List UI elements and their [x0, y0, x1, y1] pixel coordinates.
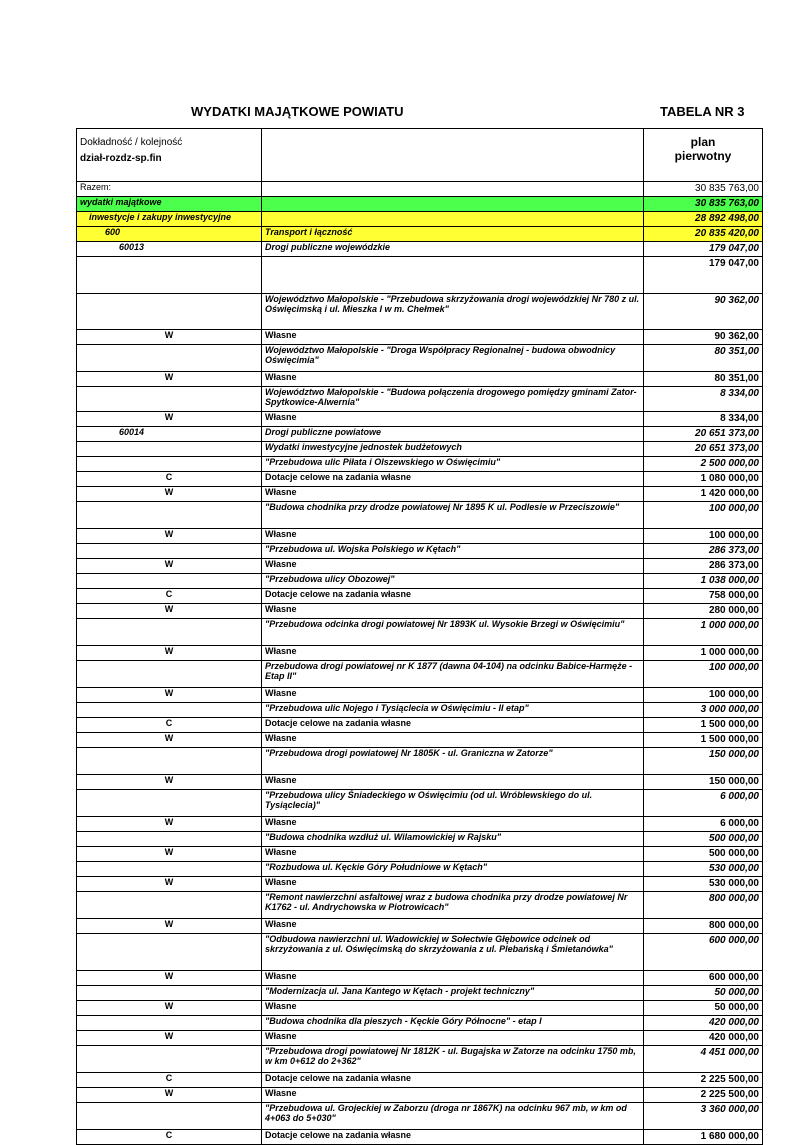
table-row [77, 703, 763, 718]
table-row [77, 559, 763, 574]
expenditure-table [76, 128, 763, 1145]
table-row [77, 862, 763, 877]
description-cell: Wydatki inwestycyjne jednostek budżetowych [262, 442, 644, 457]
amount-cell: 8 334,00 [644, 387, 763, 412]
classification-cell: W [77, 529, 262, 544]
description-cell: "Przebudowa drogi powiatowej Nr 1812K - ul. Bugajska w Zatorze na odcinku 1750 mb, w km 0+612 do 2+362" [262, 1046, 644, 1073]
classification-cell [77, 986, 262, 1001]
classification-cell [77, 832, 262, 847]
amount-cell: 100 000,00 [644, 688, 763, 703]
table-row [77, 212, 763, 227]
header-col1-line2: dział-rozdz-sp.fin [80, 153, 162, 164]
description-cell: Drogi publiczne powiatowe [262, 427, 644, 442]
description-cell: "Budowa chodnika wzdłuż ul. Wilamowickiej w Rajsku" [262, 832, 644, 847]
table-row [77, 544, 763, 559]
table-row [77, 877, 763, 892]
description-cell: Własne [262, 487, 644, 502]
table-row [77, 442, 763, 457]
classification-cell [77, 502, 262, 529]
amount-cell: 3 000 000,00 [644, 703, 763, 718]
table-row [77, 589, 763, 604]
classification-cell: W [77, 1001, 262, 1016]
classification-cell: W [77, 372, 262, 387]
description-cell: Dotacje celowe na zadania własne [262, 718, 644, 733]
description-cell: Dotacje celowe na zadania własne [262, 1130, 644, 1145]
document-title: WYDATKI MAJĄTKOWE POWIATU [191, 104, 404, 119]
classification-cell [77, 387, 262, 412]
amount-cell: 100 000,00 [644, 502, 763, 529]
amount-cell: 4 451 000,00 [644, 1046, 763, 1073]
table-row [77, 345, 763, 372]
description-cell: "Rozbudowa ul. Kęckie Góry Południowe w Kętach" [262, 862, 644, 877]
description-cell: Własne [262, 847, 644, 862]
amount-cell: 2 500 000,00 [644, 457, 763, 472]
table-row [77, 574, 763, 589]
amount-cell: 90 362,00 [644, 294, 763, 330]
classification-cell [77, 934, 262, 971]
amount-cell: 3 360 000,00 [644, 1103, 763, 1130]
description-cell: "Przebudowa ulicy Śniadeckiego w Oświęcimiu (od ul. Wróblewskiego do ul. Tysiąclecia)" [262, 790, 644, 817]
description-cell: "Przebudowa ulicy Obozowej" [262, 574, 644, 589]
description-cell [262, 182, 644, 197]
amount-cell: 1 500 000,00 [644, 733, 763, 748]
amount-cell: 30 835 763,00 [644, 182, 763, 197]
description-cell: Województwo Małopolskie - "Budowa połączenia drogowego pomiędzy gminami Zator-Spytkowice-Alwernia" [262, 387, 644, 412]
header-col3 [644, 129, 763, 182]
amount-cell: 420 000,00 [644, 1031, 763, 1046]
classification-cell: W [77, 919, 262, 934]
amount-cell: 6 000,00 [644, 817, 763, 832]
description-cell: "Budowa chodnika przy drodze powiatowej Nr 1895 K ul. Podlesie w Przeciszowie" [262, 502, 644, 529]
description-cell: Własne [262, 1001, 644, 1016]
amount-cell: 50 000,00 [644, 986, 763, 1001]
classification-cell: 60013 [77, 242, 262, 257]
table-row [77, 646, 763, 661]
table-row [77, 688, 763, 703]
classification-cell: C [77, 1130, 262, 1145]
header-col2 [262, 129, 644, 182]
classification-cell: W [77, 487, 262, 502]
amount-cell: 500 000,00 [644, 832, 763, 847]
classification-cell: wydatki majątkowe [77, 197, 262, 212]
amount-cell: 800 000,00 [644, 892, 763, 919]
classification-cell: W [77, 688, 262, 703]
table-row [77, 817, 763, 832]
table-row [77, 294, 763, 330]
description-cell: Własne [262, 877, 644, 892]
classification-cell: W [77, 1031, 262, 1046]
header-col1 [77, 129, 262, 182]
classification-cell: Razem: [77, 182, 262, 197]
table-row [77, 775, 763, 790]
table-row [77, 604, 763, 619]
table-row [77, 182, 763, 197]
classification-cell: W [77, 559, 262, 574]
header-col3-line2: pierwotny [674, 149, 732, 163]
classification-cell [77, 257, 262, 294]
description-cell: Własne [262, 1031, 644, 1046]
amount-cell: 286 373,00 [644, 559, 763, 574]
table-row [77, 733, 763, 748]
description-cell: "Przebudowa ulic Piłata i Olszewskiego w Oświęcimiu" [262, 457, 644, 472]
description-cell [262, 197, 644, 212]
amount-cell: 28 892 498,00 [644, 212, 763, 227]
classification-cell [77, 703, 262, 718]
amount-cell: 500 000,00 [644, 847, 763, 862]
amount-cell: 8 334,00 [644, 412, 763, 427]
description-cell: Własne [262, 529, 644, 544]
table-row [77, 387, 763, 412]
description-cell: Własne [262, 688, 644, 703]
table-row [77, 832, 763, 847]
table-header-row [77, 129, 763, 182]
table-row [77, 529, 763, 544]
classification-cell: inwestycje i zakupy inwestycyjne [77, 212, 262, 227]
description-cell: Własne [262, 559, 644, 574]
description-cell: Własne [262, 919, 644, 934]
amount-cell: 286 373,00 [644, 544, 763, 559]
table-row [77, 412, 763, 427]
table-row [77, 661, 763, 688]
description-cell: Własne [262, 604, 644, 619]
classification-cell: W [77, 733, 262, 748]
table-row [77, 242, 763, 257]
amount-cell: 1 420 000,00 [644, 487, 763, 502]
description-cell: "Modernizacja ul. Jana Kantego w Kętach - projekt techniczny" [262, 986, 644, 1001]
description-cell: Przebudowa drogi powiatowej nr K 1877 (dawna 04-104) na odcinku Babice-Harmęże - Etap II" [262, 661, 644, 688]
classification-cell [77, 748, 262, 775]
header-col3-line1: plan [690, 135, 716, 149]
classification-cell [77, 442, 262, 457]
classification-cell: W [77, 412, 262, 427]
classification-cell [77, 544, 262, 559]
table-row [77, 257, 763, 294]
table-row [77, 457, 763, 472]
description-cell: Własne [262, 733, 644, 748]
description-cell: Własne [262, 817, 644, 832]
description-cell: Dotacje celowe na zadania własne [262, 589, 644, 604]
table-row [77, 718, 763, 733]
description-cell: "Przebudowa ulic Nojego i Tysiąclecia w Oświęcimiu - II etap" [262, 703, 644, 718]
amount-cell: 1 038 000,00 [644, 574, 763, 589]
amount-cell: 179 047,00 [644, 242, 763, 257]
amount-cell: 2 225 500,00 [644, 1073, 763, 1088]
amount-cell: 1 500 000,00 [644, 718, 763, 733]
classification-cell: C [77, 1073, 262, 1088]
table-row [77, 1088, 763, 1103]
description-cell: Województwo Małopolskie - "Droga Współpracy Regionalnej - budowa obwodnicy Oświęcimia" [262, 345, 644, 372]
description-cell [262, 257, 644, 294]
amount-cell: 50 000,00 [644, 1001, 763, 1016]
amount-cell: 150 000,00 [644, 775, 763, 790]
description-cell: Własne [262, 775, 644, 790]
classification-cell: W [77, 847, 262, 862]
table-row [77, 892, 763, 919]
amount-cell: 600 000,00 [644, 934, 763, 971]
classification-cell [77, 345, 262, 372]
table-row [77, 330, 763, 345]
amount-cell: 20 651 373,00 [644, 442, 763, 457]
classification-cell [77, 294, 262, 330]
amount-cell: 530 000,00 [644, 862, 763, 877]
description-cell: "Remont nawierzchni asfaltowej wraz z budowa chodnika przy drodze powiatowej Nr K1762 - ul. Andrychowska w Piotrowicach" [262, 892, 644, 919]
amount-cell: 800 000,00 [644, 919, 763, 934]
header-col1-line1: Dokładność / kolejność [80, 137, 183, 148]
table-row [77, 847, 763, 862]
table-row [77, 427, 763, 442]
classification-cell [77, 1046, 262, 1073]
table-row [77, 1073, 763, 1088]
table-row [77, 748, 763, 775]
amount-cell: 150 000,00 [644, 748, 763, 775]
classification-cell: W [77, 817, 262, 832]
description-cell: "Odbudowa nawierzchni ul. Wadowickiej w Sołectwie Głębowice odcinek od skrzyżowania z ul. Oświęcimską do skrzyżowania z ul. Plebańską i Śmietanówka" [262, 934, 644, 971]
classification-cell [77, 892, 262, 919]
table-row [77, 372, 763, 387]
description-cell: Dotacje celowe na zadania własne [262, 472, 644, 487]
table-row [77, 502, 763, 529]
description-cell: Własne [262, 412, 644, 427]
description-cell: Własne [262, 646, 644, 661]
classification-cell [77, 790, 262, 817]
description-cell: Województwo Małopolskie - "Przebudowa skrzyżowania drogi wojewódzkiej Nr 780 z ul. Oświęcimską i ul. Mieszka I w m. Chełmek" [262, 294, 644, 330]
classification-cell: 60014 [77, 427, 262, 442]
classification-cell: W [77, 1088, 262, 1103]
table-row [77, 472, 763, 487]
classification-cell [77, 457, 262, 472]
amount-cell: 100 000,00 [644, 661, 763, 688]
amount-cell: 530 000,00 [644, 877, 763, 892]
classification-cell [77, 661, 262, 688]
classification-cell [77, 862, 262, 877]
table-number: TABELA NR 3 [660, 104, 745, 119]
table-row [77, 1016, 763, 1031]
table-row [77, 919, 763, 934]
classification-cell: C [77, 472, 262, 487]
table-row [77, 487, 763, 502]
description-cell: "Przebudowa odcinka drogi powiatowej Nr 1893K ul. Wysokie Brzegi w Oświęcimiu" [262, 619, 644, 646]
description-cell: "Przebudowa ul. Grojeckiej w Zaborzu (droga nr 1867K) na odcinku 967 mb, w km od 4+063 do 5+030" [262, 1103, 644, 1130]
description-cell: "Przebudowa ul. Wojska Polskiego w Kętach" [262, 544, 644, 559]
classification-cell: W [77, 646, 262, 661]
classification-cell: W [77, 971, 262, 986]
description-cell: Własne [262, 971, 644, 986]
amount-cell: 280 000,00 [644, 604, 763, 619]
classification-cell: C [77, 589, 262, 604]
classification-cell: W [77, 775, 262, 790]
table-row [77, 1001, 763, 1016]
description-cell: Własne [262, 372, 644, 387]
amount-cell: 1 680 000,00 [644, 1130, 763, 1145]
description-cell: Własne [262, 1088, 644, 1103]
classification-cell: W [77, 877, 262, 892]
classification-cell: 600 [77, 227, 262, 242]
amount-cell: 1 080 000,00 [644, 472, 763, 487]
classification-cell [77, 1016, 262, 1031]
table-row [77, 1103, 763, 1130]
description-cell: Drogi publiczne wojewódzkie [262, 242, 644, 257]
table-row [77, 790, 763, 817]
classification-cell: W [77, 330, 262, 345]
amount-cell: 1 000 000,00 [644, 646, 763, 661]
amount-cell: 758 000,00 [644, 589, 763, 604]
amount-cell: 420 000,00 [644, 1016, 763, 1031]
table-row [77, 986, 763, 1001]
description-cell: Własne [262, 330, 644, 345]
description-cell: "Przebudowa drogi powiatowej Nr 1805K - ul. Graniczna w Zatorze" [262, 748, 644, 775]
description-cell: "Budowa chodnika dla pieszych - Kęckie Góry Północne" - etap I [262, 1016, 644, 1031]
description-cell: Transport i łączność [262, 227, 644, 242]
description-cell: Dotacje celowe na zadania własne [262, 1073, 644, 1088]
amount-cell: 90 362,00 [644, 330, 763, 345]
table-row [77, 971, 763, 986]
description-cell [262, 212, 644, 227]
classification-cell [77, 574, 262, 589]
amount-cell: 80 351,00 [644, 345, 763, 372]
amount-cell: 100 000,00 [644, 529, 763, 544]
classification-cell: W [77, 604, 262, 619]
amount-cell: 80 351,00 [644, 372, 763, 387]
table-row [77, 227, 763, 242]
amount-cell: 20 835 420,00 [644, 227, 763, 242]
table-row [77, 934, 763, 971]
table-row [77, 197, 763, 212]
amount-cell: 2 225 500,00 [644, 1088, 763, 1103]
classification-cell [77, 619, 262, 646]
amount-cell: 20 651 373,00 [644, 427, 763, 442]
table-row [77, 1031, 763, 1046]
amount-cell: 179 047,00 [644, 257, 763, 294]
amount-cell: 600 000,00 [644, 971, 763, 986]
classification-cell [77, 1103, 262, 1130]
amount-cell: 30 835 763,00 [644, 197, 763, 212]
table-row [77, 619, 763, 646]
classification-cell: C [77, 718, 262, 733]
table-row [77, 1046, 763, 1073]
amount-cell: 6 000,00 [644, 790, 763, 817]
amount-cell: 1 000 000,00 [644, 619, 763, 646]
